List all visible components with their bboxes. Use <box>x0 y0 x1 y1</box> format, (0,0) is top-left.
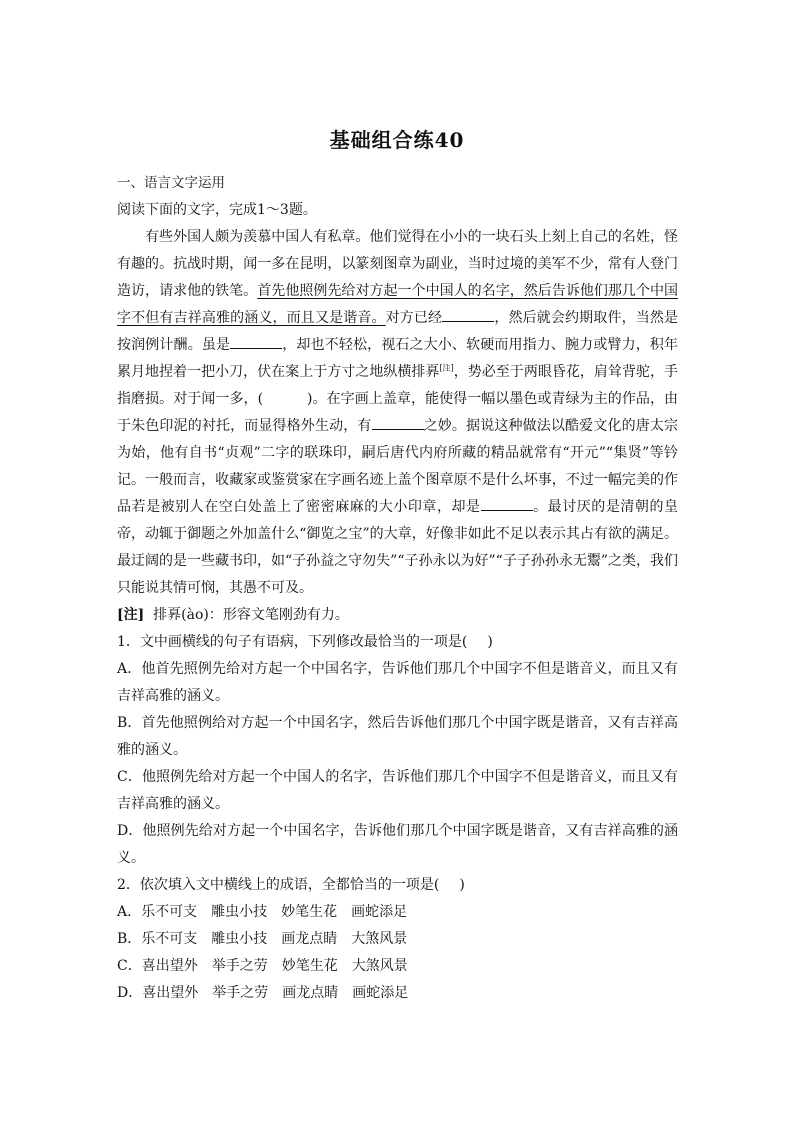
option-label: A． <box>117 904 142 920</box>
note-marker: [注] <box>439 363 454 373</box>
passage-text-a: 有些外国人颇为羡慕中国人有私章。他们觉得在小小的一块石头上刻上自己的名姓，怪有趣的。抗战时期，闻一多在昆明，以篆刻图章为副业，当时过境的美军不少，常有人登门造访，请求他的铁笔。 <box>117 229 678 299</box>
footnote-text: 排奡(ào)：形容文笔刚劲有力。 <box>153 607 349 623</box>
instruction: 阅读下面的文字，完成1～3题。 <box>117 202 317 218</box>
question-1-option-b[interactable]: B．首先他照例给对方起一个中国名字，然后告诉他们那几个中国字既是谐音，又有吉祥高雅的涵义。 <box>117 715 678 758</box>
option-label: C． <box>117 958 142 974</box>
question-1-option-c[interactable]: C．他照例先给对方起一个中国人的名字，告诉他们那几个中国字不但是谐音义，而且又有吉祥高雅的涵义。 <box>117 769 678 812</box>
option-word: 喜出望外 <box>142 985 199 1001</box>
passage-text-h: 。最讨厌的是清朝的皇帝，动辄于御题之外加盖什么“御览之宝”的大章，好像非如此不足以表示其占有欲的满足。最迂阔的是一些藏书印，如“子孙益之守勿失”“子孙永以为好”“子子孙孙永无鬻”之类，我们只能说其情可悯，其愚不可及。 <box>117 499 679 596</box>
option-word: 喜出望外 <box>141 958 198 974</box>
option-word: 画蛇添足 <box>351 904 408 920</box>
option-word: 雕虫小技 <box>211 904 268 920</box>
passage-text-e: ，势必至于两眼昏花，肩耸背驼，手指磨损。对于闻一多，( <box>117 364 678 407</box>
question-2-option-a[interactable] <box>117 899 678 926</box>
option-word: 举手之劳 <box>212 985 269 1001</box>
option-word: 画龙点睛 <box>281 931 338 947</box>
question-1-option-d[interactable]: D．他照例先给对方起一个中国名字，告诉他们那几个中国字既是谐音，又有吉祥高雅的涵义。 <box>117 823 678 866</box>
content-body <box>117 170 678 1007</box>
question-2-option-b[interactable] <box>117 926 678 953</box>
blank-1[interactable] <box>442 307 494 322</box>
footnote <box>117 602 678 629</box>
question-2-option-c[interactable] <box>117 953 678 980</box>
footnote-tag: [注] <box>117 607 145 623</box>
section-heading: 一、语言文字运用 <box>117 175 225 191</box>
question-2-stem <box>117 872 678 899</box>
question-1-paren-close: ) <box>487 634 493 650</box>
underlined-sentence: 首先他照例先给对方起一个中国人的名字，然后告诉他们那几个中国字不但有吉祥高雅的涵义，而且又是谐音。 <box>117 283 679 326</box>
passage-text-f: )。在字画上盖章，能使得一幅以墨色或青绿为主的作品，由于朱色印泥的衬托，而显得格外生动，有 <box>117 391 678 434</box>
page-title: 基础组合练40 <box>329 128 465 152</box>
option-word: 雕虫小技 <box>211 931 268 947</box>
question-1-text: 1．文中画横线的句子有语病，下列修改最恰当的一项是( <box>117 634 468 650</box>
option-word: 乐不可支 <box>141 931 198 947</box>
option-word: 画蛇添足 <box>352 985 409 1001</box>
passage-text-c: ，然后就会约期取件，当然是按润例计酬。虽是 <box>117 310 679 353</box>
option-word: 大煞风景 <box>351 931 408 947</box>
blank-3[interactable] <box>372 415 424 430</box>
option-word: 举手之劳 <box>211 958 268 974</box>
question-2-text: 2．依次填入文中横线上的成语，全都恰当的一项是( <box>117 877 440 893</box>
option-label: B． <box>117 931 142 947</box>
question-2-paren-close: ) <box>459 877 465 893</box>
passage-paragraph <box>117 224 678 602</box>
passage-text-b: 对方已经 <box>385 310 443 326</box>
blank-4[interactable] <box>481 496 533 511</box>
option-word: 画龙点睛 <box>282 985 339 1001</box>
option-word: 大煞风景 <box>351 958 408 974</box>
blank-2[interactable] <box>230 334 282 349</box>
question-2-option-d[interactable] <box>117 980 678 1007</box>
option-word: 妙笔生花 <box>281 958 338 974</box>
passage-text-g: 之妙。据说这种做法以酷爱文化的唐太宗为始，他有自书“贞观”二字的联珠印，嗣后唐代内府所藏的精品就常有“开元”“集贤”等钤记。一般而言，收藏家或鉴赏家在字画名迹上盖个图章原不是什么坏事，不过一幅完美的作品若是被别人在空白处盖上了密密麻麻的大小印章，却是 <box>117 418 678 515</box>
option-label: D． <box>117 985 143 1001</box>
passage-text-d: ，却也不轻松，视石之大小、软硬而用指力、腕力或臂力，积年累月地捏着一把小刀，伏在案上于方寸之地纵横排奡 <box>117 337 679 380</box>
option-word: 乐不可支 <box>141 904 198 920</box>
question-1-option-a[interactable]: A．他首先照例先给对方起一个中国名字，告诉他们那几个中国字不但是谐音义，而且又有吉祥高雅的涵义。 <box>117 661 678 704</box>
option-word: 妙笔生花 <box>281 904 338 920</box>
question-1-stem <box>117 629 678 656</box>
